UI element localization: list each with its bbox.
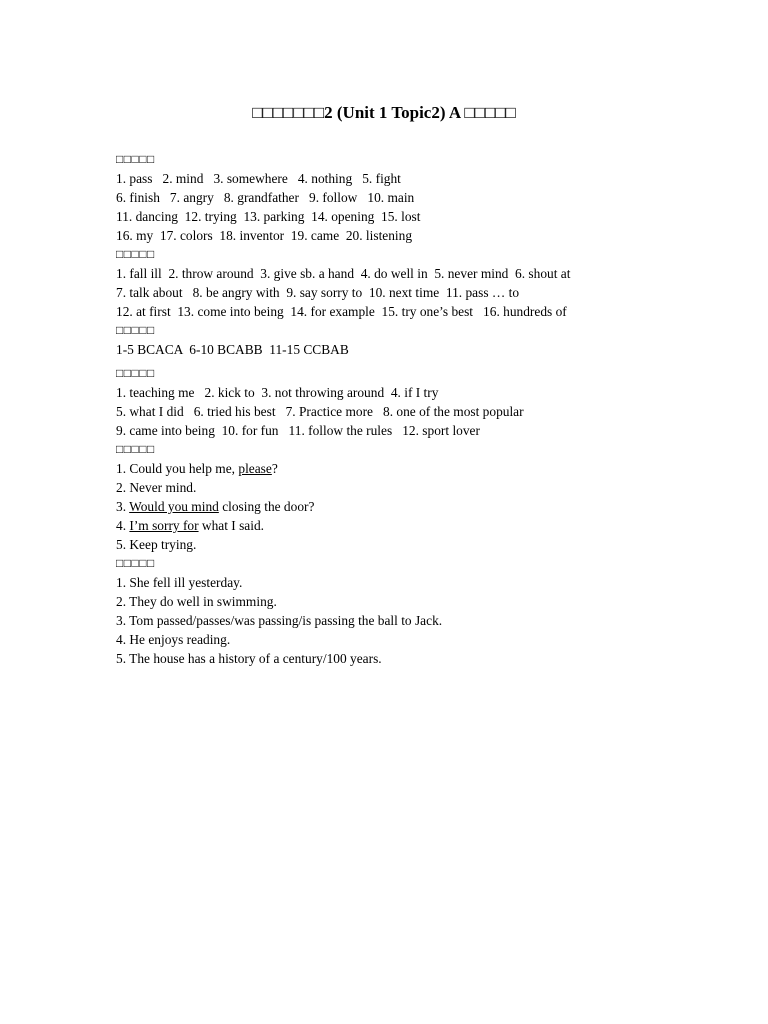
- underlined-answer: please: [238, 461, 272, 476]
- section-6-line-4: 4. He enjoys reading.: [116, 632, 231, 647]
- section-1-line-4: 16. my 17. colors 18. inventor 19. came 20. listening: [116, 228, 413, 243]
- section-5-line-5: 5. Keep trying.: [116, 537, 197, 552]
- section-4-line-1: 1. teaching me 2. kick to 3. not throwing around 4. if I try: [116, 385, 439, 400]
- section-2-line-3: 12. at first 13. come into being 14. for example 15. try one’s best 16. hundreds of: [116, 304, 567, 319]
- section-6-line-3: 3. Tom passed/passes/was passing/is passing the ball to Jack.: [116, 613, 443, 628]
- section-1-line-2: 6. finish 7. angry 8. grandfather 9. follow 10. main: [116, 190, 415, 205]
- section-6-line-5: 5. The house has a history of a century/100 years.: [116, 651, 382, 666]
- section-5-line-1: 1. Could you help me, please?: [116, 461, 278, 476]
- answer-content: [116, 150, 736, 668]
- section-2-line-1: 1. fall ill 2. throw around 3. give sb. a hand 4. do well in 5. never mind 6. shout at: [116, 266, 571, 281]
- underlined-answer: I’m sorry for: [129, 518, 199, 533]
- section-5-line-2: 2. Never mind.: [116, 480, 197, 495]
- section-3-heading: □□□□□: [116, 323, 155, 337]
- section-1-line-1: 1. pass 2. mind 3. somewhere 4. nothing 5. fight: [116, 171, 401, 186]
- document-title: □□□□□□□2 (Unit 1 Topic2) A □□□□□: [252, 103, 516, 122]
- section-6-line-2: 2. They do well in swimming.: [116, 594, 277, 609]
- section-4-heading: □□□□□: [116, 366, 155, 380]
- section-5-line-4: 4. I’m sorry for what I said.: [116, 518, 265, 533]
- section-6-heading: □□□□□: [116, 556, 155, 570]
- section-2-heading: □□□□□: [116, 247, 155, 261]
- section-1-line-3: 11. dancing 12. trying 13. parking 14. opening 15. lost: [116, 209, 421, 224]
- section-2-line-2: 7. talk about 8. be angry with 9. say sorry to 10. next time 11. pass … to: [116, 285, 520, 300]
- section-3-line-1: 1-5 BCACA 6-10 BCABB 11-15 CCBAB: [116, 342, 349, 357]
- section-5-line-3: 3. Would you mind closing the door?: [116, 499, 315, 514]
- section-4-line-3: 9. came into being 10. for fun 11. follow the rules 12. sport lover: [116, 423, 480, 438]
- section-4-line-2: 5. what I did 6. tried his best 7. Practice more 8. one of the most popular: [116, 404, 524, 419]
- section-1-heading: □□□□□: [116, 152, 155, 166]
- section-5-heading: □□□□□: [116, 442, 155, 456]
- section-6-line-1: 1. She fell ill yesterday.: [116, 575, 243, 590]
- underlined-answer: Would you mind: [129, 499, 219, 514]
